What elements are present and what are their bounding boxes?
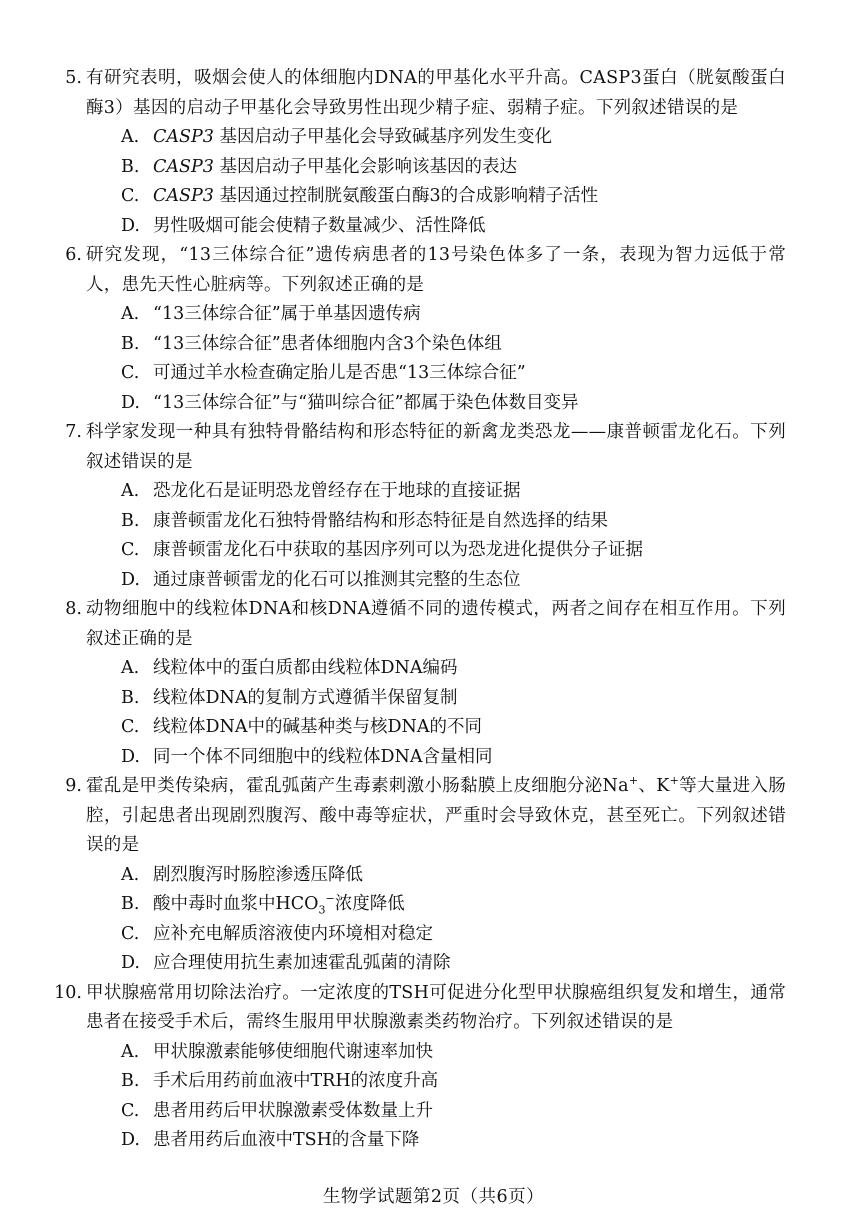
question-number: 10. (54, 982, 82, 1003)
option-letter: B. (121, 510, 140, 531)
option-b (121, 1067, 867, 1097)
option-d (121, 212, 867, 242)
option-b (121, 153, 867, 183)
option-c (121, 1097, 867, 1127)
option-text (153, 153, 867, 183)
option-text: 甲状腺激素能够使细胞代谢速率加快 (153, 1041, 433, 1062)
option-letter: C. (121, 363, 140, 383)
question-text: 研究发现，“13三体综合征”遗传病患者的13号染色体多了一条，表现为智力远低于常人，患先天性心脏病等。下列叙述正确的是 (86, 245, 786, 295)
option-letter: A. (121, 304, 140, 324)
option-d (121, 566, 867, 596)
option-body: 酸中毒时血浆中HCO (153, 894, 319, 914)
question-number: 5. (65, 68, 82, 88)
question-7 (0, 418, 867, 595)
option-b (121, 507, 867, 537)
option-letter: B. (121, 333, 140, 354)
option-c (121, 713, 867, 743)
question-number: 8. (65, 599, 82, 619)
option-text: 康普顿雷龙化石中获取的基因序列可以为恐龙进化提供分子证据 (153, 540, 643, 560)
question-5 (0, 64, 867, 241)
question-number: 7. (65, 422, 82, 442)
option-d (121, 389, 867, 419)
option-c (121, 536, 867, 566)
option-letter: C. (121, 186, 140, 206)
option-letter: D. (121, 1130, 140, 1150)
gene-name: CASP3 (153, 186, 214, 206)
option-letter: C. (121, 923, 140, 944)
question-stem (65, 64, 786, 123)
option-letter: B. (121, 687, 140, 708)
question-9 (0, 772, 867, 979)
option-body: 浓度降低 (334, 894, 405, 914)
question-6 (0, 241, 867, 418)
question-stem (65, 241, 786, 300)
question-number: 6. (65, 245, 82, 265)
option-b (121, 684, 867, 714)
stem-part: 等大量进入肠腔，引起患者出现剧烈腹泻、酸中毒等症状，严重时会导致休克，甚至死亡。下列叙述错误的是 (86, 776, 786, 855)
superscript-charge: − (325, 892, 335, 906)
option-text: 应合理使用抗生素加速霍乱弧菌的清除 (153, 953, 451, 973)
option-a (121, 300, 867, 330)
option-text: 线粒体DNA的复制方式遵循半保留复制 (153, 687, 458, 708)
option-text: 线粒体DNA中的碱基种类与核DNA的不同 (153, 717, 482, 737)
option-letter: D. (121, 392, 140, 413)
option-c (121, 920, 867, 950)
question-number: 9. (65, 776, 82, 796)
option-text: 患者用药后血液中TSH的含量下降 (153, 1130, 420, 1150)
option-d (121, 1126, 867, 1156)
option-letter: D. (121, 746, 140, 767)
option-text: 患者用药后甲状腺激素受体数量上升 (153, 1100, 433, 1121)
option-body: 基因通过控制胱氨酸蛋白酶3的合成影响精子活性 (219, 186, 599, 206)
option-letter: A. (121, 864, 140, 885)
option-a (121, 123, 867, 153)
superscript-charge: + (628, 774, 639, 788)
option-letter: D. (121, 215, 140, 236)
option-a (121, 477, 867, 507)
question-stem (54, 979, 786, 1038)
option-a (121, 654, 867, 684)
option-a (121, 1038, 867, 1068)
question-text: 有研究表明，吸烟会使人的体细胞内DNA的甲基化水平升高。CASP3蛋白（胱氨酸蛋白酶3）基因的启动子甲基化会导致男性出现少精子症、弱精子症。下列叙述错误的是 (86, 68, 786, 118)
gene-name: CASP3 (153, 156, 214, 177)
superscript-charge: + (669, 774, 680, 788)
option-text: 线粒体中的蛋白质都由线粒体DNA编码 (153, 658, 458, 678)
question-text (86, 772, 786, 861)
page-footer: 生物学试题第2页（共6页） (322, 1187, 545, 1207)
question-text: 动物细胞中的线粒体DNA和核DNA遵循不同的遗传模式，两者之间存在相互作用。下列叙述正确的是 (86, 599, 786, 649)
option-text: 通过康普顿雷龙的化石可以推测其完整的生态位 (153, 569, 521, 590)
option-letter: A. (121, 658, 140, 678)
question-list (0, 64, 867, 1156)
option-text: 应补充电解质溶液使内环境相对稳定 (153, 923, 433, 944)
option-letter: B. (121, 156, 140, 177)
option-text: 手术后用药前血液中TRH的浓度升高 (153, 1071, 439, 1091)
option-d (121, 743, 867, 773)
option-text: “13三体综合征”属于单基因遗传病 (153, 304, 421, 324)
question-text: 科学家发现一种具有独特骨骼结构和形态特征的新禽龙类恐龙——康普顿雷龙化石。下列叙述错误的是 (86, 422, 786, 472)
option-c (121, 359, 867, 389)
option-text: 剧烈腹泻时肠腔渗透压降低 (153, 864, 363, 885)
option-letter: A. (121, 1041, 140, 1062)
option-d (121, 949, 867, 979)
option-text: 男性吸烟可能会使精子数量减少、活性降低 (153, 215, 486, 236)
stem-part: 霍乱是甲类传染病，霍乱弧菌产生毒素刺激小肠黏膜上皮细胞分泌Na (86, 776, 629, 796)
question-stem (65, 595, 786, 654)
option-letter: A. (121, 127, 140, 147)
subscript-count: 3 (318, 903, 326, 917)
option-letter: D. (121, 953, 140, 973)
option-letter: A. (121, 481, 140, 501)
option-letter: B. (121, 1071, 140, 1091)
option-text: “13三体综合征”患者体细胞内含3个染色体组 (153, 333, 502, 354)
option-text: 可通过羊水检查确定胎儿是否患“13三体综合征” (153, 363, 526, 383)
option-letter: B. (121, 894, 140, 914)
question-stem (65, 772, 786, 861)
option-text: 恐龙化石是证明恐龙曾经存在于地球的直接证据 (153, 481, 521, 501)
option-text: “13三体综合征”与“猫叫综合征”都属于染色体数目变异 (153, 392, 579, 413)
option-c (121, 182, 867, 212)
option-text (153, 123, 867, 153)
option-body: 基因启动子甲基化会影响该基因的表达 (219, 156, 518, 177)
option-b (121, 890, 867, 920)
question-text: 甲状腺癌常用切除法治疗。一定浓度的TSH可促进分化型甲状腺癌组织复发和增生，通常患者在接受手术后，需终生服用甲状腺激素类药物治疗。下列叙述错误的是 (86, 982, 786, 1032)
option-letter: C. (121, 540, 140, 560)
question-10 (0, 979, 867, 1156)
option-text (153, 890, 867, 920)
gene-name: CASP3 (153, 127, 214, 147)
option-text: 康普顿雷龙化石独特骨骼结构和形态特征是自然选择的结果 (153, 510, 608, 531)
stem-part: 、K (638, 776, 670, 796)
question-stem (65, 418, 786, 477)
option-letter: C. (121, 1100, 140, 1121)
option-body: 基因启动子甲基化会导致碱基序列发生变化 (219, 127, 553, 147)
option-letter: D. (121, 569, 140, 590)
option-letter: C. (121, 717, 140, 737)
option-text: 同一个体不同细胞中的线粒体DNA含量相同 (153, 746, 493, 767)
option-text (153, 182, 867, 212)
option-a (121, 861, 867, 891)
option-b (121, 330, 867, 360)
question-8 (0, 595, 867, 772)
